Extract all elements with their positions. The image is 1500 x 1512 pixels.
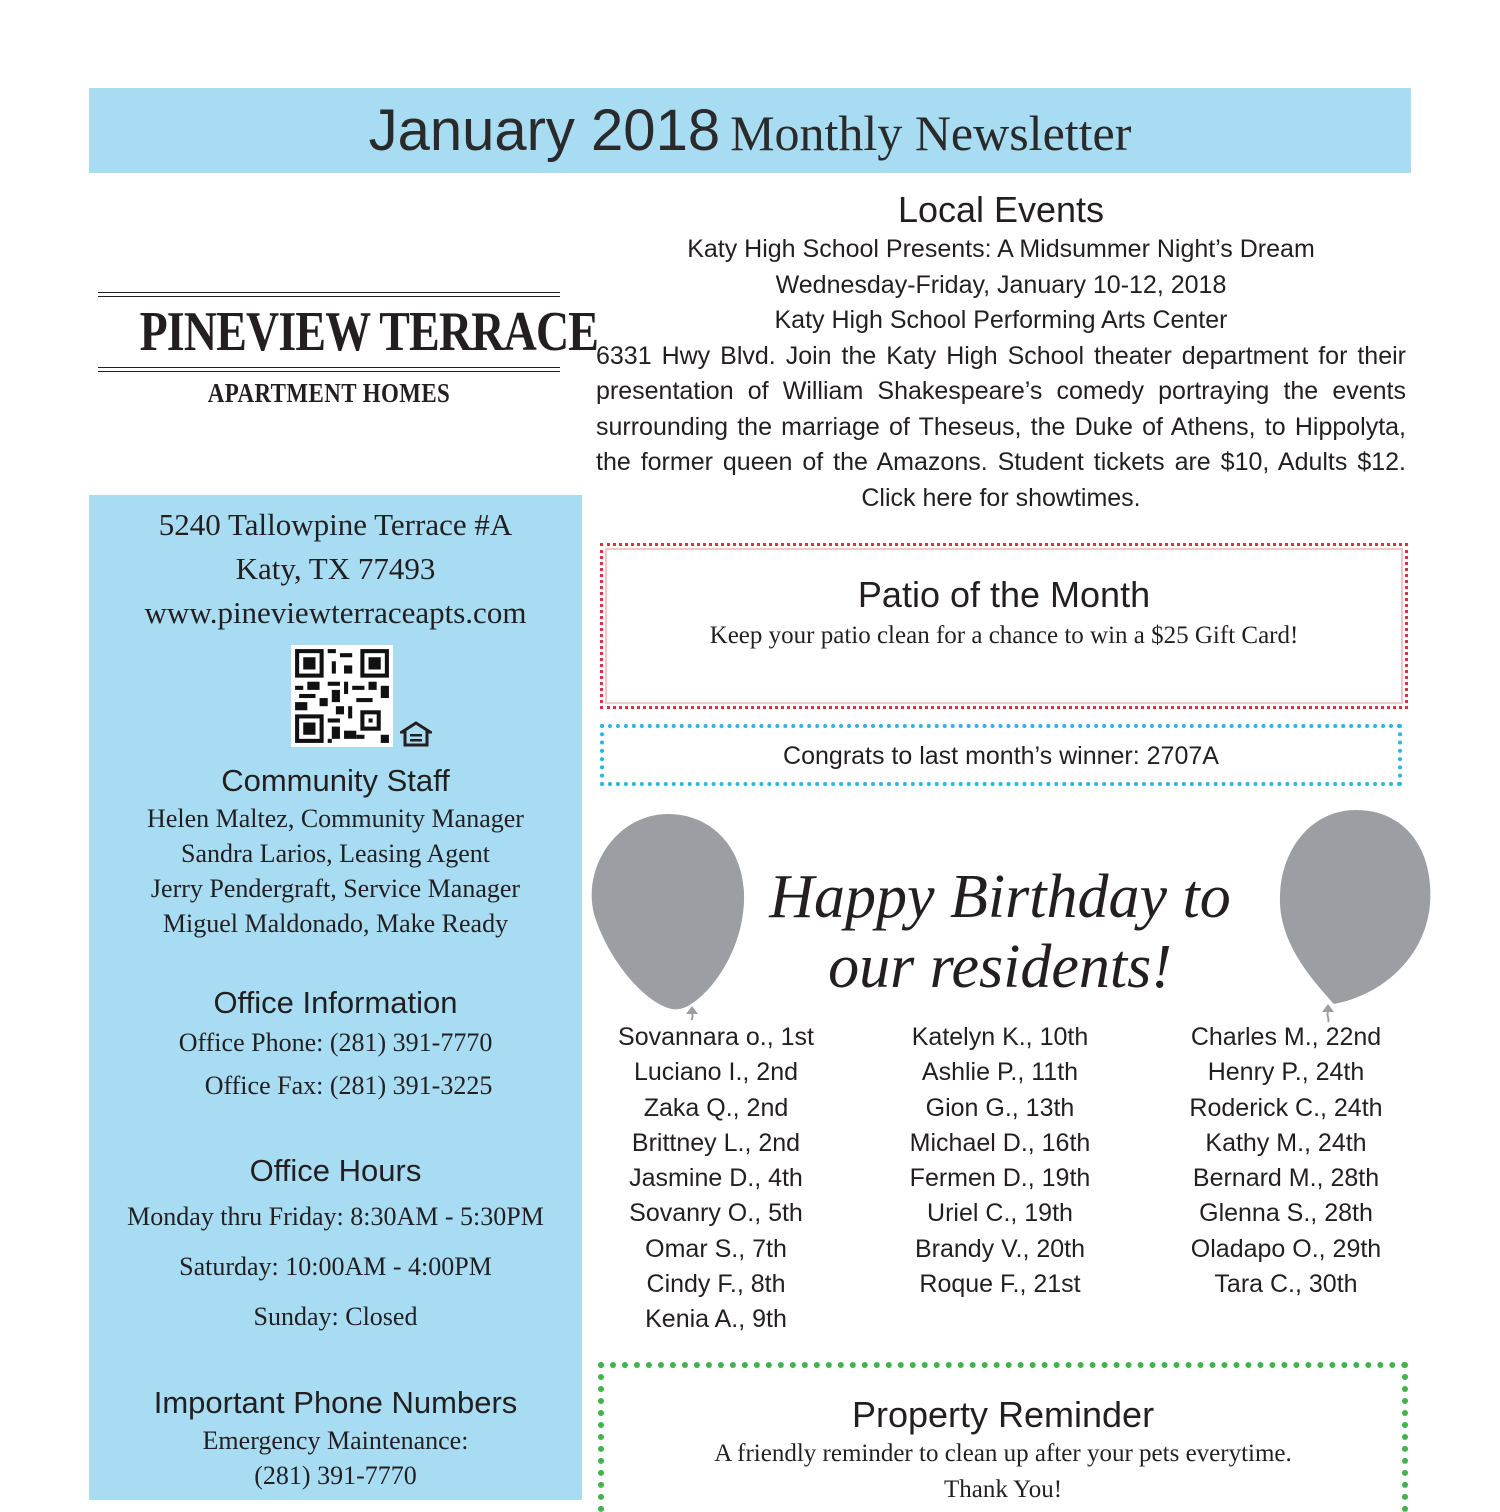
emergency-number: (281) 391-7770 — [254, 1461, 417, 1490]
event-description[interactable]: 6331 Hwy Blvd. Join the Katy High School theater department for their presentation of William Shakespeare’s comedy portraying the events surrounding the marriage of Theseus, the Duke of Athens, to Hippolyta, the former queen of the Amazons. Student tickets are $10, Adults $12. Click here for showtimes. — [596, 341, 1406, 512]
newsletter-banner — [89, 88, 1411, 173]
list-item: Brittney L., 2nd — [631, 1128, 801, 1157]
list-item: Katelyn K., 10th — [911, 1023, 1089, 1051]
list-item: Sovanry O., 5th — [629, 1199, 803, 1228]
local-events-heading: Local Events — [897, 189, 1105, 230]
phones-heading: Important Phone Numbers — [153, 1385, 518, 1420]
list-item: Sovannara o., 1st — [618, 1023, 814, 1051]
list-item: Michael D., 16th — [909, 1128, 1091, 1157]
logo-rule-top-2 — [98, 296, 560, 297]
banner-month-year: January 2018 — [368, 98, 721, 163]
birthday-title-line1: Happy Birthday to — [769, 863, 1231, 931]
list-item: Cindy F., 8th — [646, 1270, 786, 1299]
reminder-line1: A friendly reminder to clean up after your pets everytime. — [714, 1440, 1292, 1467]
logo-rule-bottom — [98, 367, 560, 368]
list-item: Charles M., 22nd — [1190, 1023, 1382, 1051]
emergency-label: Emergency Maintenance: — [202, 1426, 469, 1455]
list-item: Ashlie P., 11th — [921, 1058, 1079, 1087]
patio-of-month-box — [600, 543, 1408, 709]
birthday-title-line2: our residents! — [828, 933, 1172, 1001]
list-item: Brandy V., 20th — [914, 1234, 1086, 1263]
office-phone: Office Phone: (281) 391-7770 — [178, 1028, 493, 1057]
property-reminder-box — [598, 1362, 1408, 1512]
pineview-logo — [98, 292, 599, 422]
office-hours-heading: Office Hours — [249, 1153, 422, 1188]
list-item: Tara C., 30th — [1214, 1270, 1358, 1299]
birthday-column-2 — [870, 1020, 1130, 1302]
staff-member: Miguel Maldonado, Make Ready — [162, 909, 509, 938]
birthday-column-1 — [586, 1020, 846, 1338]
birthday-column-3 — [1156, 1020, 1416, 1302]
congrats-box: Congrats to last month’s winner: 2707A — [600, 724, 1402, 786]
address-line2: Katy, TX 77493 — [235, 551, 436, 586]
list-item: Gion G., 13th — [925, 1093, 1075, 1122]
patio-text: Keep your patio clean for a chance to win a $25 Gift Card! — [709, 622, 1299, 649]
website-link[interactable]: www.pineviewterraceapts.com — [144, 595, 527, 630]
equal-housing-icon — [400, 721, 432, 747]
staff-heading: Community Staff — [221, 763, 450, 798]
reminder-line2: Thank You! — [943, 1476, 1063, 1503]
staff-member: Sandra Larios, Leasing Agent — [180, 839, 491, 868]
office-fax: Office Fax: (281) 391-3225 — [204, 1071, 493, 1100]
address-block — [89, 503, 582, 635]
hours-sunday: Sunday: Closed — [253, 1302, 418, 1331]
hours-saturday: Saturday: 10:00AM - 4:00PM — [179, 1252, 492, 1281]
list-item: Kenia A., 9th — [645, 1305, 787, 1334]
banner-title: Monthly Newsletter — [730, 105, 1132, 161]
staff-member: Jerry Pendergraft, Service Manager — [150, 874, 521, 903]
local-events-section — [596, 188, 1406, 516]
list-item: Zaka Q., 2nd — [643, 1093, 789, 1122]
list-item: Roderick C., 24th — [1189, 1093, 1383, 1122]
list-item: Roque F., 21st — [919, 1270, 1081, 1299]
staff-list — [89, 801, 582, 941]
list-item: Oladapo O., 29th — [1190, 1234, 1382, 1263]
office-info-heading: Office Information — [213, 985, 458, 1020]
birthday-title — [700, 862, 1300, 1002]
list-item: Henry P., 24th — [1207, 1058, 1365, 1087]
staff-member: Helen Maltez, Community Manager — [147, 804, 524, 833]
reminder-heading: Property Reminder — [851, 1394, 1155, 1435]
list-item: Kathy M., 24th — [1205, 1128, 1367, 1157]
balloon-right-icon — [1276, 808, 1436, 1023]
list-item: Luciano I., 2nd — [633, 1058, 798, 1087]
logo-rule-bottom-2 — [98, 371, 560, 372]
list-item: Bernard M., 28th — [1192, 1164, 1380, 1193]
address-line1: 5240 Tallowpine Terrace #A — [158, 507, 513, 542]
list-item: Omar S., 7th — [645, 1234, 787, 1263]
hours-weekday: Monday thru Friday: 8:30AM - 5:30PM — [127, 1202, 544, 1231]
list-item: Uriel C., 19th — [927, 1199, 1073, 1228]
logo-subtitle: APARTMENT HOMES — [207, 378, 451, 408]
list-item: Fermen D., 19th — [909, 1164, 1091, 1193]
patio-heading: Patio of the Month — [857, 574, 1151, 615]
list-item: Glenna S., 28th — [1199, 1199, 1373, 1228]
qr-code-icon[interactable] — [291, 645, 393, 747]
event-dates: Wednesday-Friday, January 10-12, 2018 — [775, 270, 1227, 299]
event-venue: Katy High School Performing Arts Center — [774, 306, 1228, 334]
logo-rule-top — [98, 292, 560, 293]
event-title: Katy High School Presents: A Midsummer Night’s Dream — [687, 235, 1315, 263]
logo-name: PINEVIEW TERRACE — [139, 301, 599, 363]
left-info-column — [89, 495, 582, 1500]
list-item: Jasmine D., 4th — [629, 1164, 803, 1193]
